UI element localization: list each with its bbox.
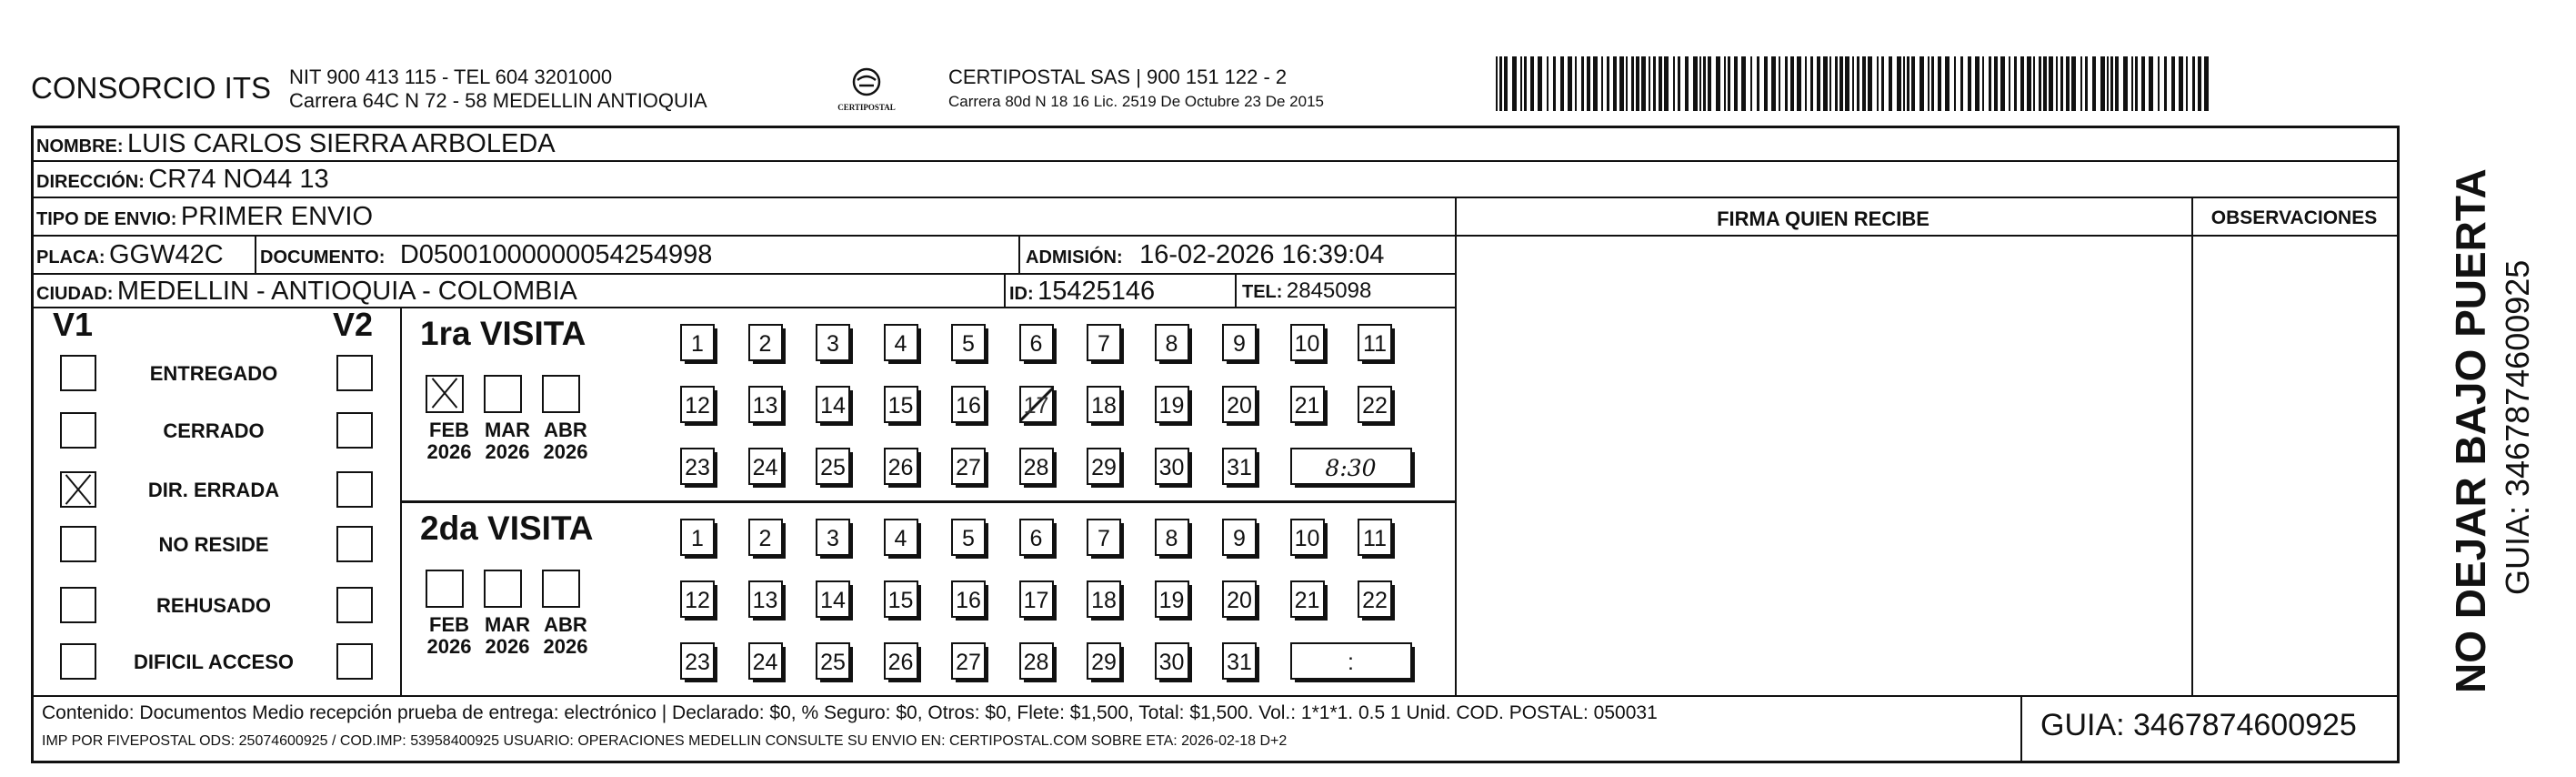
barcode-bar [1728,56,1730,111]
footer-contenido: Contenido: Documentos Medio recepción prueba de entrega: electrónico | Declarado: $0, % Seguro: $0, Otros: $0, Flete: $1,500, Total: $1,500. Vol.: 1*1*1. 0.5 1 Unid. COD. POSTAL: 050031 [42,702,1658,723]
day-box[interactable]: 21 [1290,580,1325,618]
barcode-bar [1911,56,1915,111]
day-box[interactable]: 17 [1019,386,1054,423]
v1-checkbox[interactable] [60,355,96,391]
barcode-bar [1835,56,1838,111]
barcode-bar [2115,56,2119,111]
tipo-label: TIPO DE ENVIO: [36,209,177,229]
barcode-bar [2158,56,2160,111]
barcode-bar [1931,56,1934,111]
barcode-bar [1771,56,1776,111]
day-box[interactable]: 23 [680,448,715,485]
id-label: ID: [1009,284,1034,304]
barcode-bar [2080,56,2082,111]
status-option-label: REHUSADO [156,594,271,617]
day-box[interactable]: 6 [1019,324,1054,361]
month-checkbox[interactable] [484,375,522,413]
barcode-bar [2039,56,2041,111]
barcode-bar [1524,56,1527,111]
day-box[interactable]: 11 [1358,519,1392,556]
month-year: 2026 [426,440,472,463]
barcode-bar [1889,56,1892,111]
day-box[interactable]: 16 [951,386,986,423]
day-box[interactable]: 27 [951,448,986,485]
barcode-bar [2060,56,2063,111]
barcode-bar [1954,56,1956,111]
day-box[interactable]: 18 [1087,386,1121,423]
barcode-bar [1708,56,1711,111]
status-option-label: DIFICIL ACCESO [133,651,294,673]
barcode-bar [2171,56,2175,111]
barcode-bar [1868,56,1872,111]
barcode-bar [1587,56,1590,111]
documento-cell [260,240,712,270]
barcode-bar [1685,56,1689,111]
day-box[interactable]: 5 [951,324,986,361]
ciudad-label: CIUDAD: [36,284,114,304]
footer-imp: IMP POR FIVEPOSTAL ODS: 25074600925 / COD.IMP: 53958400925 USUARIO: OPERACIONES MEDELLIN CONSULTE SU ENVIO EN: CERTIPOSTAL.COM SOBRE ETA: 2026-02-18 D+2 [42,733,1288,749]
month-year: 2026 [543,440,588,463]
documento-label: DOCUMENTO: [260,247,386,267]
barcode-bar [1716,56,1720,111]
day-box[interactable]: 22 [1358,580,1392,618]
time-box[interactable]: 8:30 [1290,448,1412,485]
day-box[interactable]: 28 [1019,448,1054,485]
v1-checkbox[interactable] [60,412,96,449]
day-box[interactable]: 20 [1222,580,1257,618]
footer-guia: GUIA: 3467874600925 [2040,708,2357,742]
v1-checkbox[interactable] [60,587,96,623]
day-box[interactable]: 7 [1087,324,1121,361]
barcode-bar [2149,56,2153,111]
day-box[interactable]: 13 [748,580,783,618]
barcode-bar [1960,56,1963,111]
day-box[interactable]: 17 [1019,580,1054,618]
v2-checkbox[interactable] [336,526,373,562]
day-box[interactable]: 23 [680,642,715,680]
barcode-bar [1734,56,1738,111]
day-box[interactable]: 20 [1222,386,1257,423]
day-box[interactable]: 26 [884,642,918,680]
status-option-label: NO RESIDE [158,533,269,556]
barcode-bar [2100,56,2105,111]
day-box[interactable]: 30 [1155,642,1189,680]
day-box[interactable]: 14 [816,386,850,423]
day-box[interactable]: 19 [1155,580,1189,618]
barcode-bar [2056,56,2058,111]
barcode-bar [1805,56,1807,111]
barcode-bar [1693,56,1698,111]
barcode-bar [1785,56,1788,111]
ciudad-cell [36,277,577,307]
barcode-bar [2123,56,2128,111]
certipostal-logo [835,66,898,112]
barcode-bar [2009,56,2010,111]
barcode-bar [1790,56,1794,111]
month-checkbox[interactable] [426,570,464,608]
day-box[interactable]: 10 [1290,324,1325,361]
day-box[interactable]: 3 [816,519,850,556]
day-box[interactable]: 9 [1222,324,1257,361]
id-cell [1009,277,1155,307]
barcode-bar [1845,56,1849,111]
barcode-bar [1852,56,1854,111]
firma-label: FIRMA QUIEN RECIBE [1717,207,1929,230]
barcode-bar [1919,56,1924,111]
id-value: 15425146 [1037,277,1156,306]
day-box[interactable]: 4 [884,519,918,556]
day-box[interactable]: 28 [1019,642,1054,680]
barcode-bar [1994,56,1998,111]
barcode-bar [1928,56,1929,111]
nombre-value: LUIS CARLOS SIERRA ARBOLEDA [127,129,556,158]
v1-checkbox[interactable] [60,643,96,680]
day-box[interactable]: 16 [951,580,986,618]
day-box[interactable]: 2 [748,519,783,556]
barcode-bar [1641,56,1646,111]
barcode-bar [1907,56,1909,111]
day-box[interactable]: 24 [748,642,783,680]
barcode-bar [1881,56,1884,111]
barcode-bar [1862,56,1866,111]
barcode-bar [1823,56,1828,111]
direccion-value: CR74 NO44 13 [148,165,329,194]
barcode-bar [2110,56,2113,111]
v2-checkbox[interactable] [336,587,373,623]
day-box[interactable]: 4 [884,324,918,361]
time-box[interactable]: : [1290,642,1412,680]
barcode-bar [1593,56,1598,111]
barcode-bar [2164,56,2167,111]
barcode-bar [1741,56,1746,111]
day-box[interactable]: 15 [884,580,918,618]
observaciones-label: OBSERVACIONES [2210,207,2378,228]
day-box[interactable]: 7 [1087,519,1121,556]
direccion-row [36,165,329,195]
barcode-bar [1649,56,1650,111]
placa-cell [36,240,224,270]
documento-value: D05001000000054254998 [399,240,713,269]
barcode-bar [2043,56,2047,111]
day-box[interactable]: 9 [1222,519,1257,556]
barcode-bar [1499,56,1502,111]
v1-label: V1 [53,306,94,343]
v2-checkbox[interactable] [336,412,373,449]
placa-value: GGW42C [109,240,224,269]
month-label: MAR [484,419,531,441]
tel-label: TEL: [1242,282,1283,302]
barcode-bar [1945,56,1950,111]
barcode-bar [1829,56,1831,111]
barcode-bar [1673,56,1675,111]
barcode-bar [2085,56,2088,111]
day-box[interactable]: 11 [1358,324,1392,361]
barcode-bar [1757,56,1759,111]
month-checkbox[interactable] [542,375,580,413]
barcode-bar [2049,56,2053,111]
barcode-bar [1903,56,1905,111]
placa-label: PLACA: [36,247,105,267]
status-option-label: ENTREGADO [149,362,278,385]
barcode-bar [1703,56,1706,111]
day-box[interactable]: 26 [884,448,918,485]
status-option-label: CERRADO [163,419,265,442]
barcode-bar [1520,56,1522,111]
barcode-bar [1581,56,1584,111]
day-box[interactable]: 18 [1087,580,1121,618]
direccion-label: DIRECCIÓN: [36,172,145,192]
month-label: MAR [484,613,531,636]
day-box[interactable]: 13 [748,386,783,423]
barcode-bar [1699,56,1701,111]
day-box[interactable]: 3 [816,324,850,361]
barcode-bar [1982,56,1984,111]
day-box[interactable]: 5 [951,519,986,556]
barcode-bar [2135,56,2138,111]
tipo-row [36,202,373,232]
barcode-bar [2179,56,2183,111]
barcode-bar [1989,56,1991,111]
barcode-bar [1636,56,1639,111]
barcode-bar [1530,56,1534,111]
barcode-bar [2000,56,2005,111]
month-label: ABR [544,613,587,636]
license-line: Carrera 80d N 18 16 Lic. 2519 De Octubre 23 De 2015 [948,93,1324,110]
tel-value: 2845098 [1286,278,1372,303]
nit-line: NIT 900 413 115 - TEL 604 3201000 [289,66,613,88]
barcode-bar [1750,56,1752,111]
month-checkbox[interactable] [484,570,522,608]
nombre-row [36,129,556,159]
barcode-bar [1839,56,1843,111]
visit1-title: 1ra VISITA [420,315,586,352]
v2-label: V2 [333,306,374,343]
barcode-bar [1568,56,1572,111]
month-label: FEB [429,419,469,441]
month-checkbox[interactable] [426,375,464,413]
visit2-title: 2da VISITA [420,510,594,547]
barcode-bar [1897,56,1901,111]
tipo-value: PRIMER ENVIO [180,202,374,231]
barcode-bar [2066,56,2070,111]
day-box[interactable]: 6 [1019,519,1054,556]
status-option-label: DIR. ERRADA [147,479,280,501]
barcode-bar [1678,56,1680,111]
month-label: FEB [429,613,469,636]
barcode-bar [1512,56,1517,111]
barcode-bar [1975,56,1980,111]
day-box[interactable]: 19 [1155,386,1189,423]
side-guia: GUIA: 3467874600925 [2499,259,2536,595]
barcode-bar [1857,56,1859,111]
barcode-bar [1653,56,1656,111]
barcode-bar [1968,56,1971,111]
barcode [1496,56,2214,111]
barcode-bar [2107,56,2109,111]
admision-cell [1026,240,1384,270]
barcode-bar [2092,56,2096,111]
barcode-bar [1797,56,1801,111]
barcode-bar [1779,56,1780,111]
barcode-bar [1817,56,1820,111]
company-info [289,66,707,113]
barcode-bar [1553,56,1556,111]
tel-cell [1242,278,1371,304]
certipostal-line: CERTIPOSTAL SAS | 900 151 122 - 2 [948,66,1288,88]
barcode-bar [1764,56,1768,111]
barcode-bar [1607,56,1609,111]
day-box[interactable]: 31 [1222,642,1257,680]
month-year: 2026 [485,440,530,463]
day-box[interactable]: 14 [816,580,850,618]
day-box[interactable]: 1 [680,324,715,361]
day-box[interactable]: 22 [1358,386,1392,423]
company-name: CONSORCIO ITS [31,71,272,105]
day-box[interactable]: 24 [748,448,783,485]
barcode-bar [2131,56,2133,111]
v2-checkbox[interactable] [336,643,373,680]
no-dejar-bajo-puerta: NO DEJAR BAJO PUERTA [2447,168,2494,693]
barcode-bar [2020,56,2024,111]
v1-checkbox[interactable] [60,526,96,562]
month-checkbox[interactable] [542,570,580,608]
ciudad-value: MEDELLIN - ANTIOQUIA - COLOMBIA [116,277,577,306]
barcode-bar [1601,56,1603,111]
admision-value: 16-02-2026 16:39:04 [1139,240,1385,269]
admision-label: ADMISIÓN: [1026,247,1123,267]
barcode-bar [2033,56,2035,111]
barcode-bar [1631,56,1634,111]
barcode-bar [2027,56,2031,111]
day-box[interactable]: 12 [680,580,715,618]
barcode-bar [1547,56,1549,111]
nombre-label: NOMBRE: [36,136,124,156]
barcode-bar [1538,56,1542,111]
v2-checkbox[interactable] [336,355,373,391]
barcode-bar [1613,56,1617,111]
barcode-bar [1810,56,1813,111]
barcode-bar [1560,56,1564,111]
barcode-bar [2192,56,2195,111]
month-year: 2026 [543,635,588,658]
v1-checkbox[interactable] [60,471,96,508]
address-line: Carrera 64C N 72 - 58 MEDELLIN ANTIOQUIA [289,89,707,112]
day-box[interactable]: 31 [1222,448,1257,485]
day-box[interactable]: 25 [816,642,850,680]
month-year: 2026 [426,635,472,658]
day-box[interactable]: 29 [1087,448,1121,485]
barcode-bar [1626,56,1628,111]
day-box[interactable]: 2 [748,324,783,361]
day-box[interactable]: 25 [816,448,850,485]
day-box[interactable]: 29 [1087,642,1121,680]
barcode-bar [1724,56,1726,111]
day-box[interactable]: 10 [1290,519,1325,556]
day-box[interactable]: 8 [1155,519,1189,556]
barcode-bar [1659,56,1662,111]
barcode-bar [2014,56,2017,111]
v2-checkbox[interactable] [336,471,373,508]
day-box[interactable]: 1 [680,519,715,556]
day-box[interactable]: 21 [1290,386,1325,423]
barcode-bar [1575,56,1577,111]
day-box[interactable]: 30 [1155,448,1189,485]
day-box[interactable]: 8 [1155,324,1189,361]
barcode-bar [1504,56,1508,111]
barcode-bar [1664,56,1669,111]
certipostal-info [948,66,1324,111]
day-box[interactable]: 12 [680,386,715,423]
barcode-bar [2186,56,2188,111]
day-box[interactable]: 27 [951,642,986,680]
barcode-bar [2198,56,2201,111]
barcode-bar [2204,56,2209,111]
barcode-bar [1619,56,1624,111]
barcode-bar [2141,56,2145,111]
barcode-bar [1938,56,1941,111]
barcode-bar [2071,56,2076,111]
logo-text: CERTIPOSTAL [837,103,896,112]
month-label: ABR [544,419,587,441]
month-year: 2026 [485,635,530,658]
day-box[interactable]: 15 [884,386,918,423]
barcode-bar [1877,56,1879,111]
barcode-bar [1496,56,1498,111]
